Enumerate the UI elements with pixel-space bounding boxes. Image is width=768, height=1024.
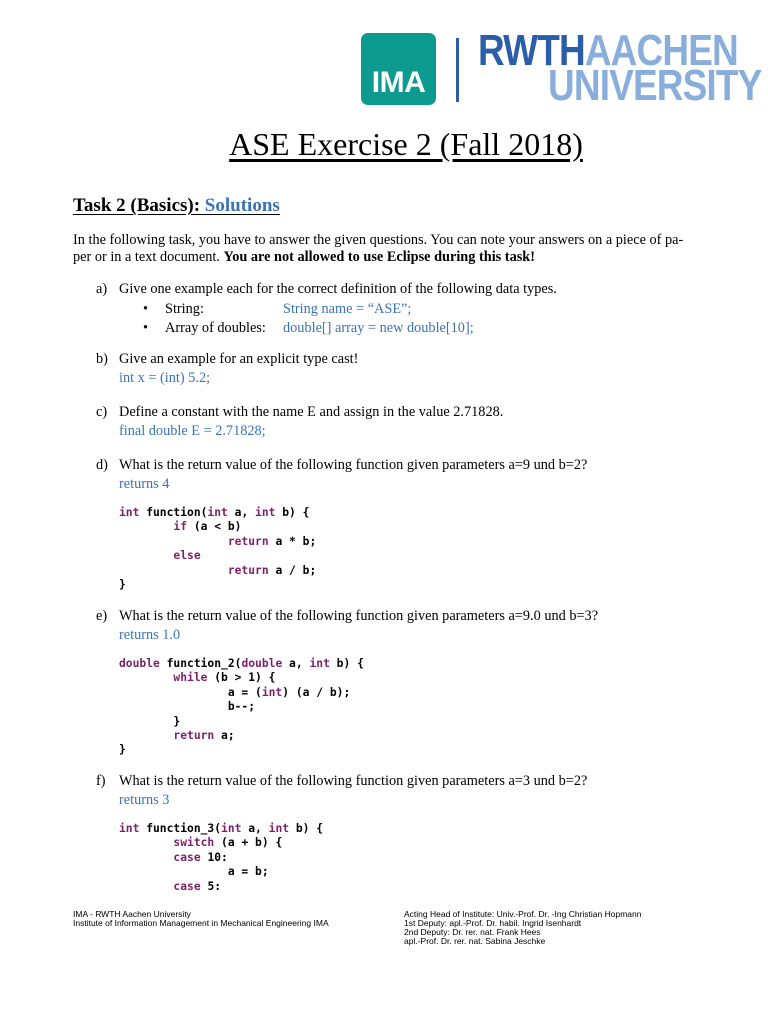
ima-logo [361, 33, 436, 105]
code-keyword: case [173, 879, 201, 893]
code-line [119, 506, 309, 519]
intro-text: per or in a text document. [73, 249, 224, 265]
question-a-text: Give one example each for the correct definition of the following data types. [119, 281, 557, 297]
page-title: ASE Exercise 2 (Fall 2018) [229, 126, 583, 162]
code-text [119, 549, 173, 562]
code-keyword: case [173, 850, 201, 864]
code-text: a, [241, 822, 269, 835]
code-keyword: int [221, 822, 242, 835]
code-line [119, 836, 282, 849]
code-text: a, [282, 657, 310, 670]
code-text: b) { [289, 822, 324, 835]
code-text: b--; [119, 700, 256, 714]
code-text: b) { [329, 657, 364, 670]
code-text: function_3( [139, 822, 222, 835]
code-keyword: int [207, 506, 228, 519]
code-line [119, 715, 180, 728]
code-keyword: else [173, 549, 201, 563]
bullet-dot: • [143, 320, 149, 336]
footer-right-line: 1st Deputy: apl.-Prof. Dr. habil. Ingrid Isenhardt [404, 918, 582, 928]
rwth-logo-text: RWTH [478, 26, 585, 75]
code-text: 5: [200, 879, 222, 893]
footer-left-line: IMA - RWTH Aachen University [73, 909, 191, 919]
code-block-d [119, 506, 316, 592]
footer-left [73, 910, 329, 928]
code-text [119, 535, 228, 548]
code-keyword: int [119, 822, 140, 835]
code-text: a; [214, 729, 235, 743]
question-f-text: What is the return value of the following function given parameters a=3 und b=2? [119, 773, 588, 789]
code-text [119, 520, 173, 533]
code-line [119, 535, 316, 548]
code-text: } [119, 714, 181, 728]
ima-logo-text: IMA [371, 66, 426, 99]
question-c-text: Define a constant with the name E and assign in the value 2.71828. [119, 404, 504, 420]
code-block-e [119, 657, 364, 758]
question-b-text: Give an example for an explicit type cast! [119, 351, 359, 367]
code-text: a * b; [268, 534, 317, 548]
intro-warning: You are not allowed to use Eclipse during this task! [223, 249, 535, 265]
code-text [119, 564, 228, 577]
code-keyword: int [261, 685, 283, 699]
code-line [119, 564, 316, 577]
question-c-label: c) [96, 404, 108, 420]
code-text: a = b; [119, 865, 269, 879]
question-e-label: e) [96, 608, 108, 624]
footer-right-line: Acting Head of Institute: Univ.-Prof. Dr. -Ing Christian Hopmann [404, 909, 642, 919]
bullet-array [143, 319, 474, 337]
code-text [119, 836, 173, 849]
code-keyword: return [227, 563, 269, 577]
code-block-f [119, 822, 323, 894]
bullet-string-answer: String name = “ASE”; [283, 301, 412, 317]
code-keyword: if [173, 520, 188, 534]
answer-d: returns 4 [119, 476, 170, 492]
question-f-label: f) [96, 773, 106, 789]
code-text: b) { [275, 506, 310, 519]
answer-e: returns 1.0 [119, 627, 181, 643]
code-line [119, 743, 126, 756]
code-keyword: return [227, 534, 269, 548]
answer-b: int x = (int) 5.2; [119, 370, 211, 386]
task-heading-label: Task 2 (Basics): [73, 195, 205, 216]
code-line [119, 865, 269, 878]
code-text: ) (a / b); [282, 685, 351, 699]
answer-c: final double E = 2.71828; [119, 423, 266, 439]
code-text: a, [227, 506, 256, 519]
code-text: (a < b) [187, 520, 242, 534]
solutions-label: Solutions [204, 195, 280, 216]
code-text: } [119, 743, 126, 757]
code-text: 10: [200, 850, 228, 864]
code-keyword: double [119, 657, 160, 670]
code-keyword: int [119, 506, 140, 519]
code-line [119, 822, 323, 835]
question-b-label: b) [96, 351, 108, 367]
footer-right-line: 2nd Deputy: Dr. rer. nat. Frank Hees [404, 927, 541, 937]
footer-right [404, 910, 641, 946]
bullet-string-name: String: [165, 301, 204, 317]
code-text: a = ( [119, 685, 262, 699]
code-keyword: int [268, 822, 290, 835]
code-text: function_2( [159, 657, 242, 670]
bullet-array-answer: double[] array = new double[10]; [283, 320, 474, 336]
code-keyword: return [173, 729, 215, 743]
code-line [119, 520, 241, 533]
footer-right-line: apl.-Prof. Dr. rer. nat. Sabina Jeschke [404, 936, 546, 946]
code-text [119, 851, 173, 864]
bullet-dot: • [143, 301, 149, 317]
code-keyword: int [309, 657, 330, 670]
intro-line-1: In the following task, you have to answer the given questions. You can note your answers on a piece of pa- [73, 232, 684, 248]
question-e-text: What is the return value of the following function given parameters a=9.0 und b=3? [119, 608, 599, 624]
code-line [119, 686, 350, 699]
code-text: (b > 1) { [207, 671, 276, 685]
code-text: (a + b) { [214, 836, 283, 850]
code-text [119, 729, 173, 742]
code-text [119, 880, 173, 893]
bullet-array-name: Array of doubles: [165, 320, 266, 336]
code-line [119, 880, 221, 893]
intro-line-2 [73, 249, 739, 266]
code-keyword: while [173, 671, 208, 685]
aachen-logo-text: AACHEN [584, 26, 738, 75]
code-line [119, 729, 235, 742]
code-text: function( [139, 506, 208, 519]
code-text [119, 671, 173, 684]
code-line [119, 700, 255, 713]
question-d-label: d) [96, 457, 108, 473]
code-text: a / b; [268, 563, 317, 577]
task-heading [73, 195, 280, 217]
question-d-text: What is the return value of the following function given parameters a=9 und b=2? [119, 457, 588, 473]
footer-left-line: Institute of Information Management in Mechanical Engineering IMA [73, 918, 329, 928]
code-keyword: int [255, 506, 276, 519]
intro-paragraph [73, 232, 739, 266]
code-line [119, 549, 201, 562]
code-line [119, 851, 228, 864]
university-logo-text: UNIVERSITY [548, 61, 762, 110]
logo-divider [456, 38, 459, 102]
code-line [119, 657, 364, 670]
bullet-string [143, 300, 412, 318]
question-a-label: a) [96, 281, 108, 297]
answer-f: returns 3 [119, 792, 170, 808]
code-line [119, 578, 126, 591]
code-line [119, 671, 275, 684]
code-text: } [119, 578, 126, 592]
code-keyword: double [241, 657, 283, 670]
code-keyword: switch [173, 836, 215, 850]
